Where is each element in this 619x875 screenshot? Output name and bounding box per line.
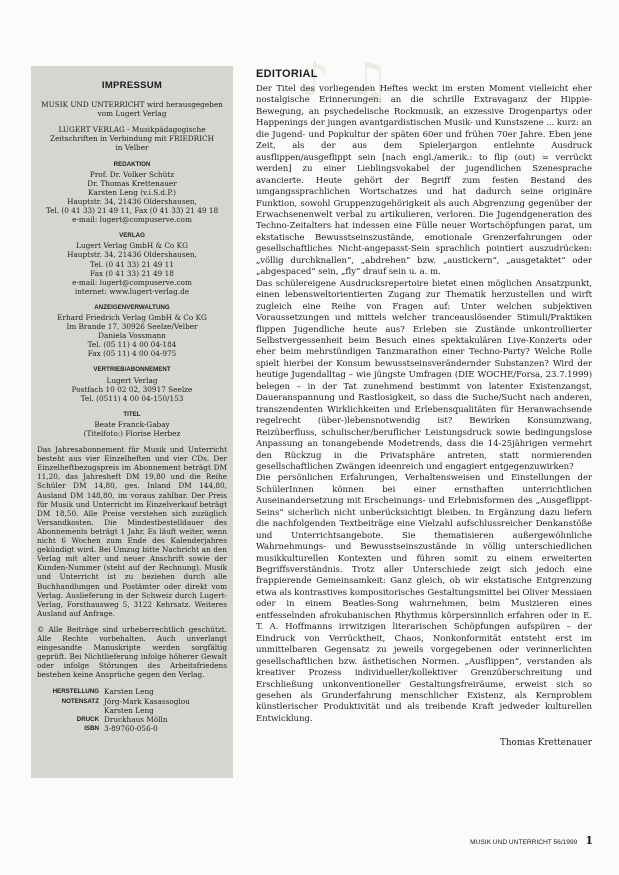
credit-label: NOTENSATZ bbox=[61, 697, 99, 705]
section-line: Dr. Thomas Krettenauer bbox=[87, 178, 177, 188]
credit-value-line: 3-89760-056-0 bbox=[104, 723, 158, 733]
editorial-body bbox=[256, 84, 592, 725]
credit-label: DRUCK bbox=[76, 715, 99, 723]
credit-value-line: Karsten Leng bbox=[104, 705, 154, 715]
impressum-sections bbox=[37, 160, 227, 439]
page-footer bbox=[470, 834, 593, 847]
section-line: Fax (0 41 33) 21 49 18 bbox=[90, 268, 174, 278]
section-line: Fax (05 11) 4 00 04-975 bbox=[87, 349, 177, 359]
publisher-line: Zeitschriften in Verbindung mit FRIEDRICH bbox=[50, 134, 214, 144]
section-line: Postfach 10 02 02, 30917 Seelze bbox=[71, 384, 193, 394]
section-heading: ANZEIGENVERWALTUNG bbox=[94, 303, 170, 311]
subscription-text: Das Jahresabonnement für Musik und Unterricht besteht aus vier Einzelheften und vier CDs. Der Einzelheftbezugspreis im Abonnement beträgt DM 11,20, das Jahresheft DM 19,80 und die Reihe Schüler DM 14,80, ges. Inland DM 144,80, Ausland DM 148,80, im voraus zahlbar. Der Preis für Musik und Unterricht im Einzelverkauf beträgt DM 18,50. Alle Preise verstehen sich zuzüglich Versandkosten. Die Mindestbestelldauer des Abonnements beträgt 1 Jahr. Es läuft weiter, wenn nicht 6 Wochen zum Ende des Kalenderjahres gekündigt wird. Bei Umzug bitte Nachricht an den Verlag mit alter und neuer Anschrift sowie der Kunden-Nummer (steht auf der Rechnung). Musik und Unterricht ist zu beziehen durch alle Buchhandlungen und Postämter oder direkt vom Verlag. Auslieferung in der Schweiz durch Lugert-Verlag, Forsthausweg 5, 3122 Kehrsatz. Weiteres Ausland auf Anfrage. bbox=[37, 445, 227, 618]
intro-line: vom Lugert Verlag bbox=[97, 109, 167, 119]
section-heading: VERLAG bbox=[119, 232, 145, 240]
impressum-section bbox=[37, 231, 227, 296]
credit-value bbox=[104, 724, 227, 733]
credit-value bbox=[104, 687, 227, 696]
credit-value-line: Druckhaus Mölln bbox=[104, 714, 168, 724]
section-line: Tel. (0 41 33) 21 49 11, Fax (0 41 33) 21 49 18 bbox=[45, 206, 219, 216]
credit-value bbox=[104, 697, 227, 715]
editorial-title: EDITORIAL bbox=[256, 68, 318, 80]
copyright-text: © Alle Beiträge sind urheberrechtlich geschützt. Alle Rechte vorbehalten. Auch unverlangt eingesandte Manuskripte werden sorgfältig geprüft. Bei Nichtlieferung infolge höherer Gewalt oder infolge Störungen des Arbeitsfriedens bestehen keine Ansprüche gegen den Verlag. bbox=[37, 624, 227, 680]
section-line: Lugert Verlag GmbH & Co KG bbox=[76, 241, 188, 251]
background-watermark: ♪ ♫ bbox=[300, 52, 392, 106]
impressum-box bbox=[31, 66, 233, 778]
section-line: Tel. (05 11) 4 00 04-184 bbox=[87, 340, 177, 350]
author-signature: Thomas Krettenauer bbox=[500, 738, 592, 749]
section-line: Tel. (0511) 4 00 04-150/153 bbox=[80, 393, 184, 403]
section-line: Hauptstr. 34, 21436 Oldershausen, bbox=[67, 250, 197, 260]
section-line: Beate Franck-Gabay bbox=[94, 419, 170, 429]
section-line: (Titelfoto:) Florise Herbez bbox=[83, 429, 181, 438]
editorial-article bbox=[256, 68, 592, 748]
impressum-intro bbox=[37, 100, 227, 118]
section-line: Daniela Vossmann bbox=[98, 331, 166, 341]
section-line: internet: www.lugert-verlag.de bbox=[74, 286, 190, 296]
credit-value-line: Jörg-Mark Kasassoglou bbox=[104, 696, 190, 706]
section-line: e-mail: lugert@compuserve.com bbox=[72, 215, 192, 225]
production-credits bbox=[37, 687, 227, 732]
journal-issue: MUSIK UND UNTERRICHT 56/1999 bbox=[470, 839, 578, 846]
section-heading: REDAKTION bbox=[113, 160, 151, 168]
credit-label: ISBN bbox=[84, 724, 99, 732]
section-heading: VERTRIEB/ABONNEMENT bbox=[93, 366, 171, 374]
impressum-section bbox=[37, 160, 227, 225]
section-line: Tel. (0 41 33) 21 49 11 bbox=[90, 259, 174, 269]
section-line: Karsten Leng (v.i.S.d.P.) bbox=[88, 187, 176, 197]
editorial-paragraph: Der Titel des vorliegenden Heftes weckt im ersten Moment vielleicht eher nostalgische Erinnerungen: an die schrille Extravaganz der Hippie-Bewegung, an psychedelische Rockmusik, an exzessive Drogenpartys oder Happenings der jungen avantgardistischen Musik- und Kunstszene ... kurz: an die Jugend- und Popkultur der späten 60er und frühen 70er Jahre. Eben jene Zeit, als der aus dem Spielerjargon entlehnte Ausdruck ausflippen/ausgeflippt sein [nach engl./amerik.: to flip (out) = verrückt werden] zu einer Lieblingsvokabel der jugendlichen Szenesprache avancierte. Heute gehört der Begriff zum festen Bestand des umgangssprachlichen Wortschatzes und hat dadurch seine originäre Funktion, sowohl Gruppenzugehörigkeit als auch Abgrenzung gegenüber der Erwachsenenwelt verbal zu artikulieren, verloren. Die Jugendgeneration des Techno-Zeitalters hat indessen eine Fülle neuer Wortschöpfungen parat, um ekstatische Bewusstseinszustände, emotionale Grenzerfahrungen oder gesellschaftliches Nicht-angepasst-Sein sprachlich pointiert auszudrücken: „völlig durchknallen“, „abdrehen“ bzw. „austickern“, „ausgetaktet“ oder „abgespaced“ sein, „fly“ drauf sein u. a. m. bbox=[256, 84, 592, 278]
publisher-info bbox=[37, 125, 227, 152]
publisher-line: LUGERT VERLAG - Musikpädagogische bbox=[58, 125, 206, 135]
section-line: Prof. Dr. Volker Schütz bbox=[89, 169, 175, 179]
section-line: e-mail: lugert@compuserve.com bbox=[72, 277, 192, 287]
section-line: Erhard Friedrich Verlag GmbH & Co KG bbox=[57, 312, 207, 322]
page-number: 1 bbox=[585, 834, 593, 847]
credit-value-line: Karsten Leng bbox=[104, 687, 154, 697]
section-line: Lugert Verlag bbox=[106, 375, 158, 385]
impressum-section bbox=[37, 410, 227, 438]
intro-line: MUSIK UND UNTERRICHT wird herausgegeben bbox=[41, 100, 223, 110]
impressum-section bbox=[37, 365, 227, 402]
credit-value bbox=[104, 715, 227, 724]
credit-label: HERSTELLUNG bbox=[52, 688, 99, 696]
editorial-paragraph: Die persönlichen Erfahrungen, Verhaltensweisen und Einstellungen der SchülerInnen können bei einer ernsthaften unterrichtlichen Auseinandersetzung mit Erscheinungs- und Erlebnisformen des „Ausgeflippt-Seins“ sicherlich nicht unberücksichtigt bleiben. In Ergänzung dazu liefern die nachfolgenden Textbeiträge eine Vielzahl aufschlussreicher Denkanstöße und Unterrichtsangebote. Sie thematisieren außergewöhnliche Wahrnehmungs- und Bewusstseinszustände in völlig unterschiedlichen musikkulturellen Kontexten und führen somit zu einem erweiterten Begriffsverständnis. Trotz aller Unterschiede zeigt sich jedoch eine frappierende Gemeinsamkeit: Ganz gleich, ob wir ekstatische Entgrenzung etwa als kontrastives kompositorisches Gestaltungsmittel bei Oliver Messiaen oder in einem Beatles-Song wahrnehmen, beim Musizieren eines entfesselnden afrokubanischen Rhythmus körpersinnlich erfahren oder in E. T. A. Hoffmanns irrwitzigen literarischen Schöpfungen aufspüren – der Eindruck von Verrücktheit, Chaos, Nonkonformität entsteht erst im unmittelbaren Gegensatz zu jeweils vorgegebenen oder verinnerlichten gesellschaftlichen bzw. ästhetischen Normen. „Ausflippen“, verstanden als kreativer Prozess individueller/kollektiver Grenzüberschreitung und Erschließung unkonventioneller Gestaltungsfreiräume, erweist sich so gesehen als Grunderfahrung menschlicher Existenz, als Kernproblem künstlerischer Produktivität und als treibende Kraft jedweder kulturellen Entwicklung. bbox=[256, 473, 592, 724]
section-heading: TITEL bbox=[123, 410, 141, 418]
section-line: Hauptstr. 34, 21436 Oldershausen, bbox=[67, 196, 197, 206]
section-line: Im Brande 17, 30926 Seelze/Velber bbox=[66, 322, 198, 332]
impressum-title: IMPRESSUM bbox=[101, 80, 163, 91]
editorial-paragraph: Das schülereigene Ausdrucksrepertoire bietet einen möglichen Ansatzpunkt, einen lebensweltorientierten Zugang zur Thematik herzustellen und wirft zugleich eine Reihe von Fragen auf: Unter welchen subjektiven Voraussetzungen und mittels welcher tranceauslösender Stimuli/Praktiken flippen Jugendliche heute aus? Erleben sie Zustände unkontrollierter Selbstvergessenheit beim Besuch eines spektakulären Live-Konzerts oder eher beim mehrstündigen Tanzmarathon einer Techno-Party? Welche Rolle spielt hierbei der Konsum bewusstseinsverändernder Substanzen? Wird der heutige Jugendalltag – wie jüngste Umfragen (DIE WOCHE/Forsa, 23.7.1999) belegen – in der Tat zunehmend bestimmt von latenter Existenzangst, Daueranspannung und Rastlosigkeit, so dass die Suche/Sucht nach anderen, transzendenten Wirklichkeiten und Erlebensqualitäten für Heranwachsende regelrecht (über-)lebensnotwendig ist? Bewirken Konsumzwang, Reizüberfluss, schulischer/beruflicher Leistungsdruck sowie bedingungslose Anpassung an tonangebende Modetrends, dass die 14-25jährigen vermehrt den Rückzug in die Privatsphäre antreten, statt normierenden gesellschaftlichen Zwängen ideenreich und engagiert entgegenzuwirken? bbox=[256, 278, 592, 472]
publisher-line: in Velber bbox=[115, 143, 149, 153]
impressum-section bbox=[37, 303, 227, 359]
